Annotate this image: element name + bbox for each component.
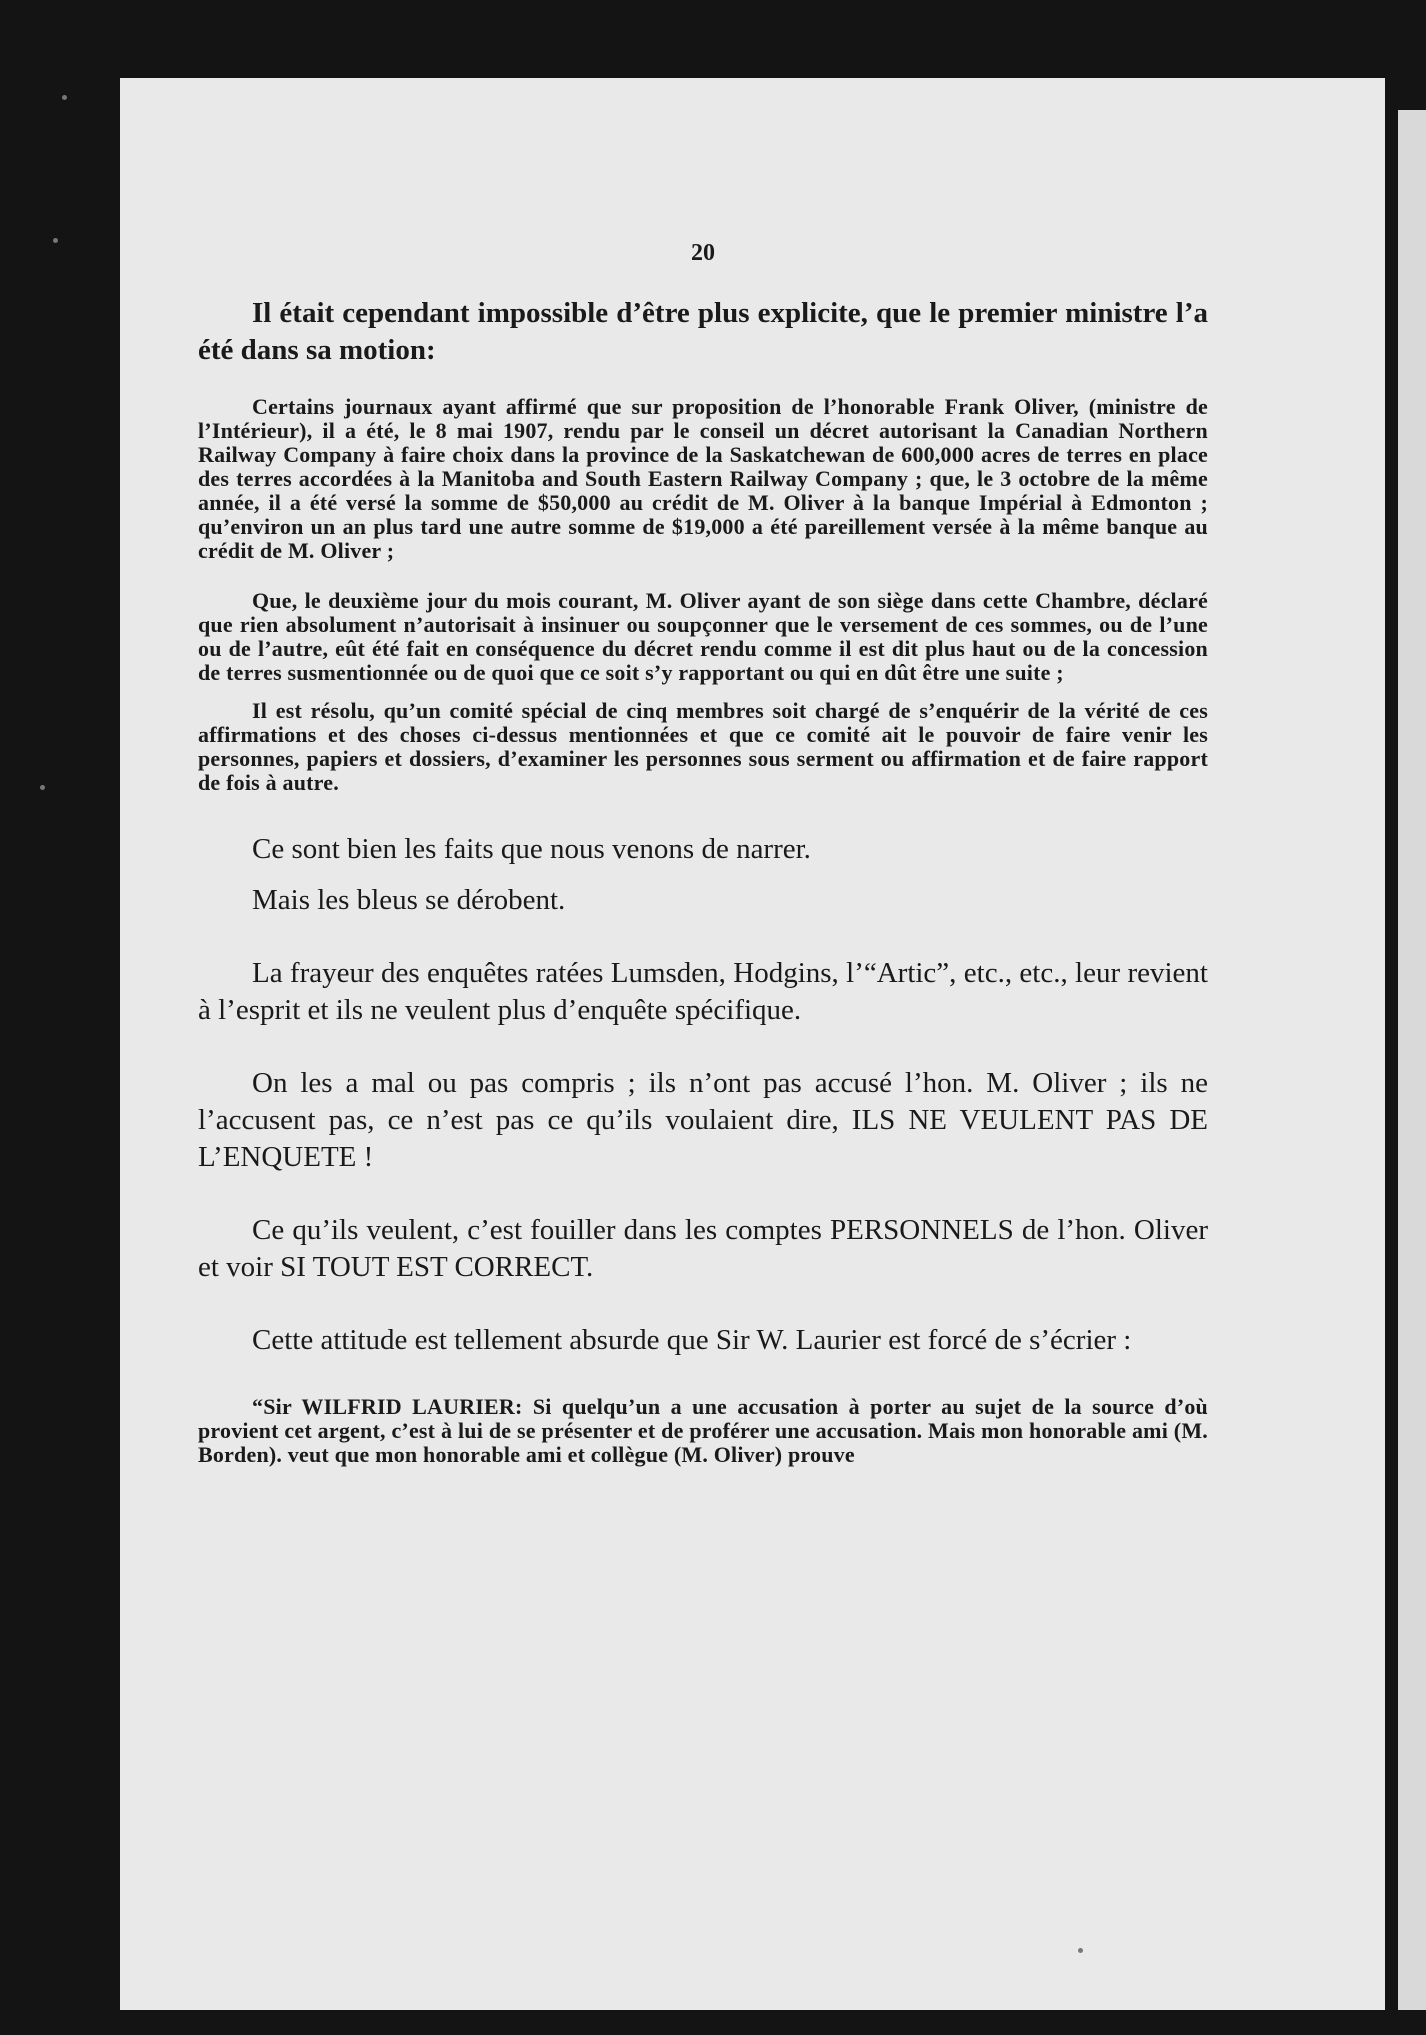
scan-speck (62, 95, 67, 100)
scan-speck (40, 785, 45, 790)
scan-speck (1078, 1948, 1083, 1953)
body-paragraph: La frayeur des enquêtes ratées Lumsden, Hodgins, l’“Artic”, etc., etc., leur revient à l’esprit et ils ne veulent plus d’enquête spécifique. (198, 957, 1208, 1026)
motion-quote-paragraph: Que, le deuxième jour du mois courant, M. Oliver ayant de son siège dans cette Chambre, déclaré que rien absolument n’autorisait à insinuer ou soupçonner que le versement de ces sommes, ou de l’une ou de l’autre, eût été fait en conséquence du décret rendu comme il est dit plus haut ou de la concession de terres susmentionnée ou de quoi que ce soit s’y rapportant ou qui en dût être une suite ; (198, 588, 1208, 685)
body-paragraph: On les a mal ou pas compris ; ils n’ont pas accusé l’hon. M. Oliver ; ils ne l’accusent pas, ce n’est pas ce qu’ils voulaient dire, ILS NE VEULENT PAS DE L’ENQUETE ! (198, 1067, 1208, 1173)
scan-speck (53, 238, 58, 243)
page-content (198, 165, 1208, 1467)
page-number: 20 (691, 240, 715, 266)
body-paragraph: Ce sont bien les faits que nous venons de narrer. (252, 833, 811, 865)
motion-quote-paragraph: Certains journaux ayant affirmé que sur proposition de l’honorable Frank Oliver, (ministre de l’Intérieur), il a été, le 8 mai 1907, rendu par le conseil un décret autorisant la Canadian Northern Railway Company à faire choix dans la province de la Saskatchewan de 600,000 acres de terres en place des terres accordées à la Manitoba and South Eastern Railway Company ; que, le 3 octobre de la même année, il a été versé la somme de $50,000 au crédit de M. Oliver à la banque Impérial à Edmonton ; qu’environ un an plus tard une autre somme de $19,000 a été pareillement versée à la même banque au crédit de M. Oliver ; (198, 394, 1208, 563)
motion-quote-paragraph: Il est résolu, qu’un comité spécial de cinq membres soit chargé de s’enquérir de la vérité de ces affirmations et des choses ci-dessus mentionnées et que ce comité ait le pouvoir de faire venir les personnes, papiers et dossiers, d’examiner les personnes sous serment ou affirmation et de faire rapport de fois à autre. (198, 698, 1208, 795)
body-paragraph: Cette attitude est tellement absurde que Sir W. Laurier est forcé de s’écrier : (252, 1324, 1132, 1356)
intro-paragraph: Il était cependant impossible d’être plus explicite, que le premier ministre l’a été dans sa motion: (198, 297, 1208, 366)
laurier-quote-paragraph: “Sir WILFRID LAURIER: Si quelqu’un a une accusation à porter au sujet de la source d’où provient cet argent, c’est à lui de se présenter et de proférer une accusation. Mais mon honorable ami (M. Borden). veut que mon honorable ami et collègue (M. Oliver) prouve (198, 1394, 1208, 1467)
body-paragraph: Ce qu’ils veulent, c’est fouiller dans les comptes PERSONNELS de l’hon. Oliver et voir SI TOUT EST CORRECT. (198, 1214, 1208, 1283)
body-paragraph: Mais les bleus se dérobent. (252, 884, 566, 916)
adjacent-page-edge (1398, 110, 1426, 2010)
